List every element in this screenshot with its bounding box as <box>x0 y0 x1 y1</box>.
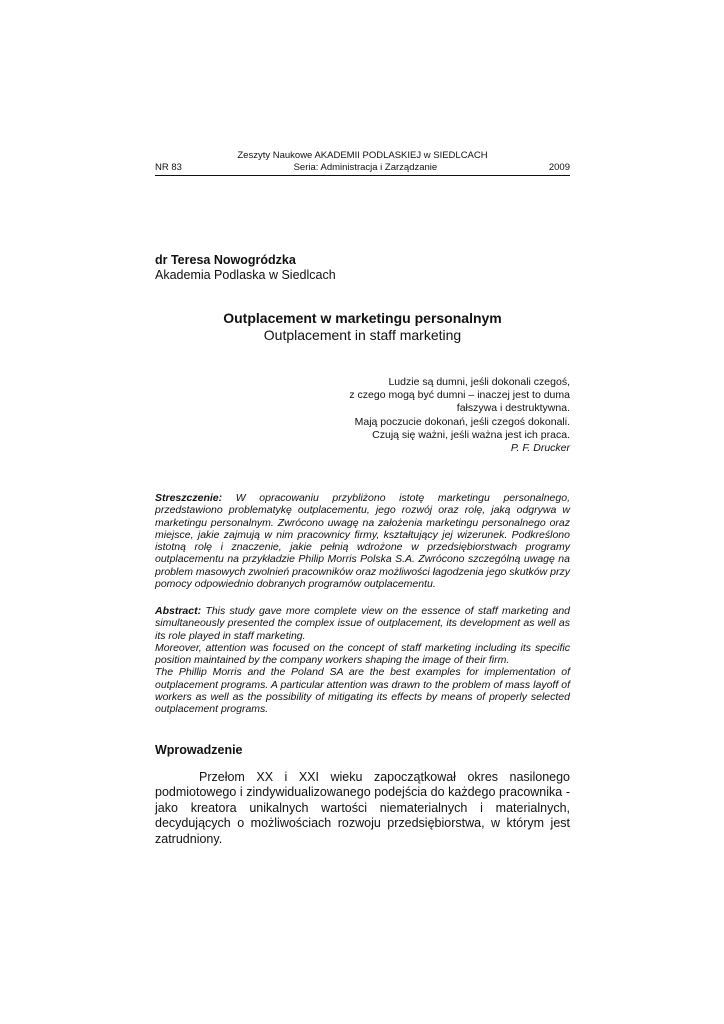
epigraph-line: Ludzie są dumni, jeśli dokonali czegoś, <box>388 376 570 388</box>
section-heading: Wprowadzenie <box>155 743 243 757</box>
abstract-english-text-1: This study gave more complete view on the essence of staff marketing and simultaneously presented the complex issue of outplacement, its development as well as its role played in staff marketing. <box>155 605 570 642</box>
abstract-polish-label: Streszczenie: <box>155 492 223 504</box>
page-header <box>155 150 570 176</box>
abstract-english <box>155 605 570 716</box>
issue-number: NR 83 <box>155 162 182 173</box>
title-block <box>155 310 570 344</box>
journal-title: Zeszyty Naukowe AKADEMII PODLASKIEJ w SIEDLCACH <box>237 150 488 161</box>
epigraph-line: Mają poczucie dokonań, jeśli czegoś dokonali. <box>354 415 570 428</box>
title-english: Outplacement in staff marketing <box>263 327 462 343</box>
epigraph <box>300 376 570 455</box>
author-block <box>155 253 336 283</box>
header-rule <box>155 175 570 176</box>
abstract-english-text-3: The Phillip Morris and the Poland SA are the best examples for implementation of outplacement programs. A particular attention was drawn to the problem of mass layoff of workers as well as the possibility of mitigating its effects by means of properly selected outplacement programs. <box>155 666 570 716</box>
series-name: Seria: Administracja i Zarządzanie <box>293 162 438 173</box>
epigraph-line: fałszywa i destruktywna. <box>456 402 570 415</box>
abstract-polish-text: W opracowaniu przybliżono istotę marketingu personalnego, przedstawiono problematykę outplacementu, jego rozwój oraz rolę, jaką odgrywa w marketingu personalnym. Zwrócono uwagę na założenia marketingu personalnego oraz miejsce, jakie zajmują w nim pracownicy firmy, kształtujący jej wizerunek. Podkreślono istotną rolę i znaczenie, jakie pełnią wdrożone w przedsiębiorstwach programy outplacementu na przykładzie Philip Morris Polska S.A. Zwrócono szczególną uwagę na problem masowych zwolnień pracowników oraz możliwości łagodzenia jego skutków przy pomocy odpowiednio dobranych programów outplacementu. <box>155 492 570 591</box>
body-paragraph: Przełom XX i XXI wieku zapoczątkował okres nasilonego podmiotowego i zindywidualizowanego podejścia do każdego pracownika - jako kreatora unikalnych wartości niematerialnych i materialnych, decydujących o możliwościach rozwoju przedsiębiorstwa, w którym jest zatrudniony. <box>155 770 570 846</box>
author-affiliation: Akademia Podlaska w Siedlcach <box>155 268 336 282</box>
abstract-english-text-2: Moreover, attention was focused on the concept of staff marketing including its specific position maintained by the company workers shaping the image of their firm. <box>155 641 570 667</box>
header-row <box>155 162 570 174</box>
epigraph-line: z czego mogą być dumni – inaczej jest to duma <box>349 389 570 402</box>
author-name: dr Teresa Nowogródzka <box>155 253 296 267</box>
epigraph-line: Czują się ważni, jeśli ważna jest ich praca. <box>372 428 570 441</box>
abstract-polish <box>155 492 570 590</box>
epigraph-source: P. F. Drucker <box>510 442 570 455</box>
body-text <box>155 770 570 847</box>
year: 2009 <box>548 162 570 173</box>
abstract-english-label: Abstract: <box>155 605 202 617</box>
title-polish: Outplacement w marketingu personalnym <box>223 310 502 326</box>
